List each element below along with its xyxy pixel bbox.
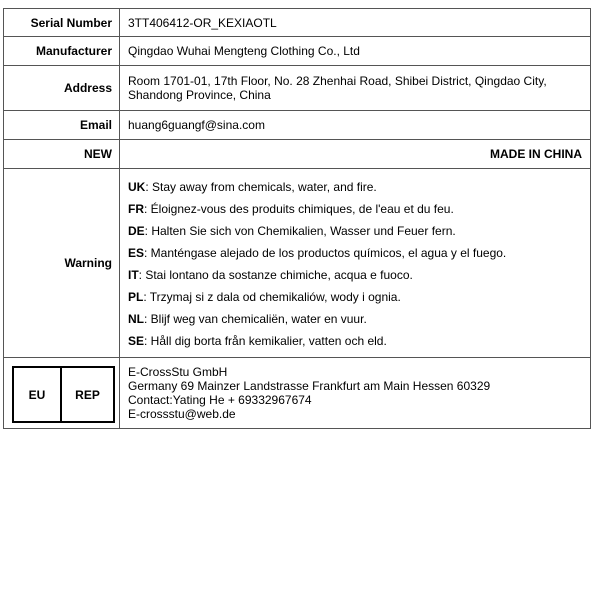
warning-text: : Halten Sie sich von Chemikalien, Wasser und Feuer fern. xyxy=(144,224,456,238)
email-label: Email xyxy=(4,111,120,140)
manufacturer-row xyxy=(4,37,591,66)
eu-rep-details xyxy=(120,358,591,429)
eu-rep-symbol-eu: EU xyxy=(14,368,62,421)
warning-code: UK xyxy=(128,180,146,194)
eu-rep-symbol xyxy=(12,366,115,423)
eu-rep-address: Germany 69 Mainzer Landstrasse Frankfurt am Main Hessen 60329 xyxy=(128,379,491,393)
warning-item-fr xyxy=(128,198,590,220)
eu-rep-symbol-cell xyxy=(4,358,120,429)
warning-code: DE xyxy=(128,224,145,238)
warning-code: IT xyxy=(128,268,139,282)
address-line: Room 1701-01, 17th Floor, No. 28 Zhenhai Road, Shibei District, Qingdao City, xyxy=(128,74,547,88)
warning-code: NL xyxy=(128,312,144,326)
product-label-table xyxy=(3,8,591,429)
warning-item-uk xyxy=(128,176,590,198)
eu-rep-email: E-crossstu@web.de xyxy=(128,407,236,421)
new-row xyxy=(4,140,591,169)
warning-item-it xyxy=(128,264,590,286)
warning-text: : Stay away from chemicals, water, and fire. xyxy=(145,180,377,194)
serial-number-label: Serial Number xyxy=(4,9,120,37)
eu-rep-company: E-CrossStu GmbH xyxy=(128,365,228,379)
email-value: huang6guangf@sina.com xyxy=(120,111,591,140)
address-value xyxy=(120,66,591,111)
manufacturer-label: Manufacturer xyxy=(4,37,120,66)
email-row xyxy=(4,111,591,140)
eu-rep-symbol-rep: REP xyxy=(75,387,100,402)
eu-rep-row xyxy=(4,358,591,429)
warning-list xyxy=(120,169,591,358)
address-label: Address xyxy=(4,66,120,111)
made-in-china-value: MADE IN CHINA xyxy=(120,140,591,169)
warning-row xyxy=(4,169,591,358)
new-label: NEW xyxy=(4,140,120,169)
warning-text: : Blijf weg van chemicaliën, water en vuur. xyxy=(144,312,367,326)
warning-text: : Manténgase alejado de los productos químicos, el agua y el fuego. xyxy=(144,246,507,260)
warning-text: : Trzymaj si z dala od chemikaliów, wody i ognia. xyxy=(143,290,401,304)
address-row xyxy=(4,66,591,111)
warning-text: : Stai lontano da sostanze chimiche, acqua e fuoco. xyxy=(138,268,413,282)
serial-number-row xyxy=(4,9,591,37)
warning-code: FR xyxy=(128,202,144,216)
warning-item-nl xyxy=(128,308,590,330)
warning-text: : Håll dig borta från kemikalier, vatten och eld. xyxy=(144,334,387,348)
manufacturer-value: Qingdao Wuhai Mengteng Clothing Co., Ltd xyxy=(120,37,591,66)
serial-number-value: 3TT406412-OR_KEXIAOTL xyxy=(120,9,591,37)
warning-code: SE xyxy=(128,334,145,348)
eu-rep-contact: Contact:Yating He + 69332967674 xyxy=(128,393,312,407)
warning-code: ES xyxy=(128,246,145,260)
warning-label: Warning xyxy=(4,169,120,358)
warning-item-de xyxy=(128,220,590,242)
warning-item-se xyxy=(128,330,590,352)
address-line: Shandong Province, China xyxy=(128,88,271,102)
warning-text: : Éloignez-vous des produits chimiques, de l'eau et du feu. xyxy=(144,202,454,216)
warning-code: PL xyxy=(128,290,144,304)
warning-item-es xyxy=(128,242,590,264)
warning-item-pl xyxy=(128,286,590,308)
